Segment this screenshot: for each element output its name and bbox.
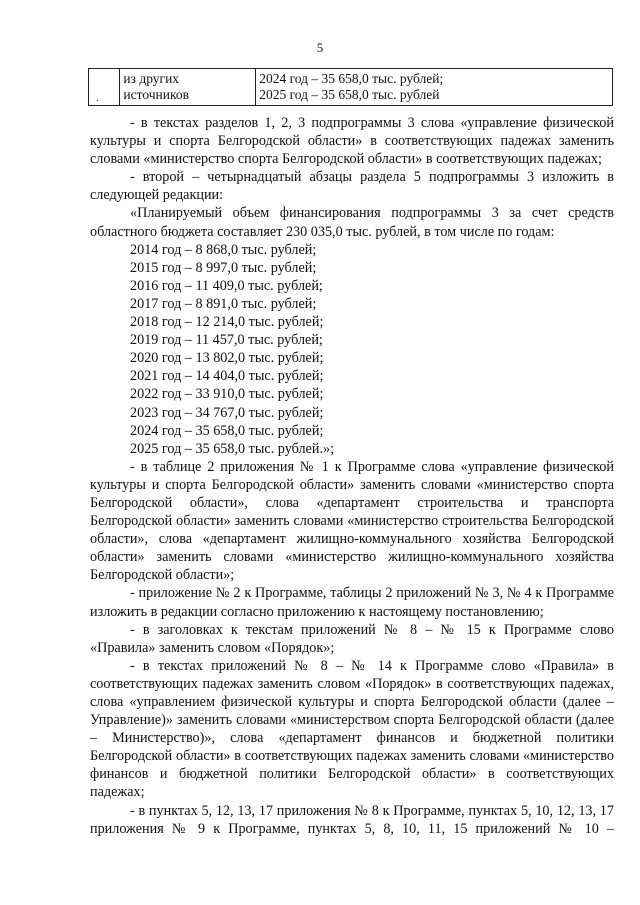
- paragraph-sections-1-3: - в текстах разделов 1, 2, 3 подпрограммы 3 слова «управление физической культуры и спорта Белгородской области» в соответствующих падежах заменить словами «министерство спорта Белгородской области» в соответствующих падежах;: [90, 115, 614, 168]
- paragraph-headings: - в заголовках к текстам приложений № 8 – № 15 к Программе слово «Правила» заменить словом «Порядок»;: [90, 621, 614, 656]
- year-line-2020: 2020 год – 13 802,0 тыс. рублей;: [130, 350, 324, 367]
- year-line-2017: 2017 год – 8 891,0 тыс. рублей;: [130, 295, 317, 312]
- page-number: 5: [316, 40, 324, 55]
- year-line-2024: 2024 год – 35 658,0 тыс. рублей;: [130, 422, 324, 439]
- year-line-2018: 2018 год – 12 214,0 тыс. рублей;: [130, 314, 324, 331]
- paragraph-financing-intro: «Планируемый объем финансирования подпрограммы 3 за счет средств областного бюджета составляет 230 035,0 тыс. рублей, в том числе по годам:: [90, 205, 614, 240]
- year-line-2021: 2021 год – 14 404,0 тыс. рублей;: [130, 368, 324, 385]
- year-line-2023: 2023 год – 34 767,0 тыс. рублей;: [130, 404, 324, 421]
- paragraph-section-5: - второй – четырнадцатый абзацы раздела 5 подпрограммы 3 изложить в следующей редакции:: [90, 169, 614, 204]
- table-cell-index: [89, 69, 120, 106]
- paragraph-texts-8-14: - в текстах приложений № 8 – № 14 к Программе слово «Правила» в соответствующих падежах заменить словом «Порядок» в соответствующих падежах, слова «управлением физической культуры и спорта Белгородской области (далее – Управление)» заменить словами «министерством спорта Белгородской области (далее – Министерство)», слова «департамент финансов и бюджетной политики Белгородской области» в соответствующих падежах заменить словами «министерство финансов и бюджетной политики Белгородской области» в соответствующих падежах;: [90, 657, 614, 801]
- year-line-2014: 2014 год – 8 868,0 тыс. рублей;: [130, 241, 317, 258]
- table-marker: .: [96, 93, 99, 104]
- paragraph-table-2: - в таблице 2 приложения № 1 к Программе слова «управление физической культуры и спорта Белгородской области» заменить словами «министерство спорта Белгородской области», слова «департамент строительства и транспорта Белгородской области» заменить словами «министерство строительства Белгородской области», слова «департамент жилищно-коммунального хозяйства Белгородской области» заменить словами «министерство жилищно-коммунального хозяйства Белгородской области»;: [90, 458, 614, 584]
- paragraph-appendix-2: - приложение № 2 к Программе, таблицы 2 приложений № 3, № 4 к Программе изложить в редакции согласно приложению к настоящему постановлению;: [90, 585, 614, 620]
- table-row: [89, 69, 613, 106]
- year-line-2015: 2015 год – 8 997,0 тыс. рублей;: [130, 259, 317, 276]
- table-label-line: источников: [123, 87, 189, 102]
- table-cell-label: [120, 69, 256, 106]
- financing-table: [88, 68, 613, 106]
- table-value-line: 2024 год – 35 658,0 тыс. рублей;: [259, 71, 444, 86]
- year-line-2016: 2016 год – 11 409,0 тыс. рублей;: [130, 277, 323, 294]
- table-value-line: 2025 год – 35 658,0 тыс. рублей: [259, 87, 440, 102]
- year-line-2019: 2019 год – 11 457,0 тыс. рублей;: [130, 332, 323, 349]
- year-line-2025: 2025 год – 35 658,0 тыс. рублей.»;: [130, 440, 335, 457]
- document-body: [90, 114, 614, 838]
- year-list: [90, 241, 614, 458]
- table-cell-value: [256, 69, 613, 106]
- paragraph-points: - в пунктах 5, 12, 13, 17 приложения № 8 к Программе, пунктах 5, 10, 12, 13, 17 приложения № 9 к Программе, пунктах 5, 8, 10, 11, 15 приложений № 10 –: [90, 802, 614, 837]
- table-label-line: из других: [123, 71, 180, 86]
- year-line-2022: 2022 год – 33 910,0 тыс. рублей;: [130, 386, 324, 403]
